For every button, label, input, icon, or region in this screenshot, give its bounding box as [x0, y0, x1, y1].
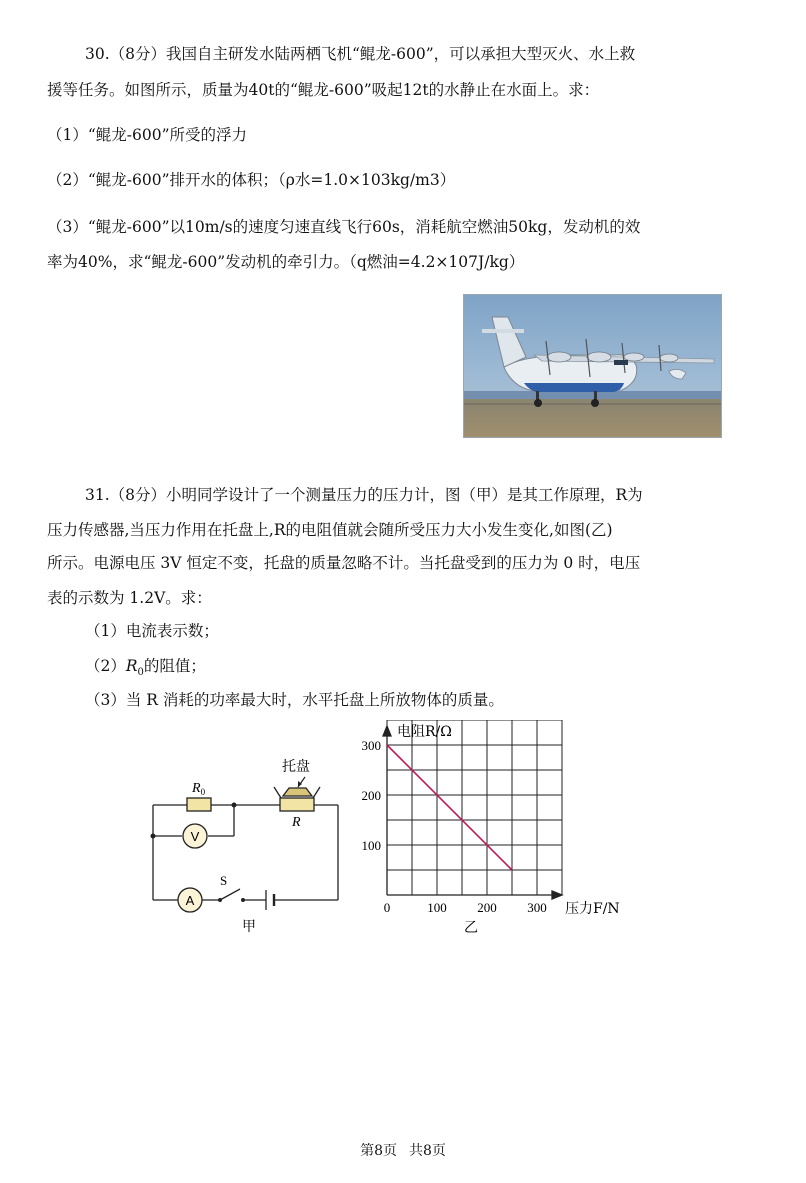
- amphibious-aircraft-photo: [463, 294, 722, 438]
- q31-line-3: 所示。电源电压 3V 恒定不变，托盘的质量忽略不计。当托盘受到的压力为 0 时，电压: [47, 554, 641, 572]
- q30-line-1: 30.（8分）我国自主研发水陆两栖飞机“鲲龙-600”，可以承担大型灭火、水上救: [85, 45, 636, 63]
- total-pages: 共8页: [409, 1143, 446, 1159]
- tray-label: 托盘: [282, 759, 310, 775]
- r0-label: $R_0$: [192, 781, 206, 797]
- q31-line-2: 压力传感器,当压力作用在托盘上,R的电阻值就会随所受压力大小发生变化,如图(乙): [47, 521, 613, 539]
- chart-axes: [383, 726, 562, 899]
- x-tick-label: 300: [527, 900, 547, 915]
- x-tick-label: 100: [427, 900, 447, 915]
- q31-line-4: 表的示数为 1.2V。求：: [47, 589, 212, 607]
- voltmeter-label: V: [190, 829, 200, 844]
- q31-subquestion-3: （3）当 R 消耗的功率最大时，水平托盘上所放物体的质量。: [85, 691, 504, 709]
- chart-y-axis-label: 电阻R/Ω: [397, 724, 452, 740]
- resistance-line: [387, 745, 512, 870]
- y-tick-label: 300: [361, 738, 381, 753]
- chart-x-axis-label: 压力F/N: [565, 901, 620, 917]
- q31-line-1: 31.（8分）小明同学设计了一个测量压力的压力计，图（甲）是其工作原理，R为: [85, 486, 643, 504]
- page-footer: [0, 1140, 806, 1160]
- q31-subquestion-1: （1）电流表示数；: [85, 622, 219, 640]
- q31-sub2-r-symbol: R: [125, 657, 138, 675]
- page-number: 第8页: [360, 1143, 397, 1159]
- chart-tick-labels: [362, 738, 547, 915]
- chart-grid: [387, 720, 562, 895]
- q31-sub2-r-subscript: 0: [137, 667, 144, 679]
- chart-series: [387, 745, 512, 870]
- q31-subquestion-2: [85, 656, 206, 683]
- chart-caption: 乙: [464, 920, 478, 936]
- circuit-caption: 甲: [242, 919, 256, 935]
- sensor-r-label: R: [292, 815, 301, 830]
- x-tick-label: 0: [383, 900, 391, 915]
- q30-subquestion-3-line-2: 率为40%，求“鲲龙-600”发动机的牵引力。（q燃油=4.2×107J/kg）: [47, 253, 525, 271]
- circuit-diagram: [140, 750, 355, 940]
- y-axis-arrow: [383, 726, 391, 736]
- q31-sub2-prefix: （2）: [85, 657, 126, 675]
- q31-sub2-suffix: 的阻值；: [143, 657, 206, 675]
- y-tick-label: 200: [361, 788, 381, 803]
- q30-subquestion-3-line-1: （3）“鲲龙-600”以10m/s的速度匀速直线飞行60s，消耗航空燃油50kg，发动机的效: [47, 218, 641, 236]
- pressure-sensor-r: [280, 798, 314, 811]
- x-tick-label: 200: [477, 900, 497, 915]
- r0-resistor: [187, 798, 211, 811]
- y-tick-label: 100: [361, 838, 381, 853]
- q30-line-2: 援等任务。如图所示，质量为40t的“鲲龙-600”吸起12t的水静止在水面上。求：: [47, 81, 600, 99]
- resistance-pressure-chart: [355, 720, 625, 940]
- x-axis-arrow: [552, 891, 562, 899]
- q30-subquestion-1: （1）“鲲龙-600”所受的浮力: [47, 126, 248, 144]
- switch-label: S: [220, 873, 228, 888]
- ammeter-label: A: [185, 893, 195, 908]
- q30-subquestion-2: （2）“鲲龙-600”排开水的体积；（ρ水=1.0×103kg/m3）: [47, 171, 456, 189]
